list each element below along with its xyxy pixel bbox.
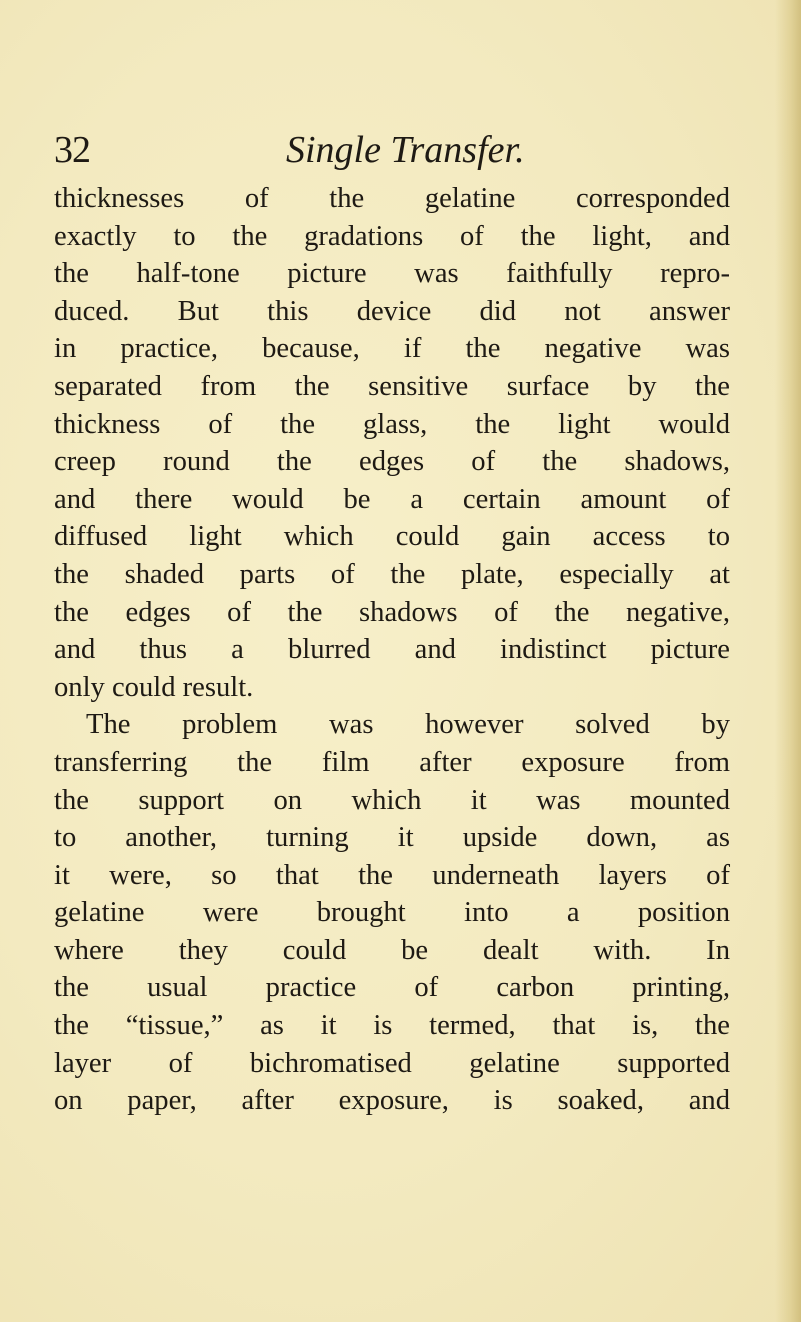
- text-line: duced. But this device did not answer: [54, 295, 730, 327]
- text-line: to another, turning it upside down, as: [54, 822, 730, 854]
- text-line: thickness of the glass, the light would: [54, 408, 730, 440]
- text-line: The problem was however solved by: [86, 709, 730, 741]
- page-edge-shadow: [775, 0, 801, 1322]
- text-line: only could result.: [54, 671, 254, 703]
- text-line: the support on which it was mounted: [54, 784, 730, 816]
- text-line: on paper, after exposure, is soaked, and: [54, 1085, 730, 1117]
- text-line: creep round the edges of the shadows,: [54, 446, 730, 478]
- text-line: layer of bichromatised gelatine supported: [54, 1047, 730, 1079]
- text-line: where they could be dealt with. In: [54, 934, 730, 966]
- text-line: in practice, because, if the negative was: [54, 333, 730, 365]
- text-line: diffused light which could gain access to: [54, 521, 730, 553]
- text-line: transferring the film after exposure from: [54, 746, 730, 778]
- text-line: gelatine were brought into a position: [54, 897, 730, 929]
- running-title: Single Transfer.: [286, 129, 525, 171]
- text-line: the shaded parts of the plate, especially at: [54, 558, 730, 590]
- text-line: separated from the sensitive surface by the: [54, 370, 730, 402]
- text-line: the “tissue,” as it is termed, that is, the: [54, 1010, 730, 1042]
- text-line: it were, so that the underneath layers of: [54, 859, 730, 891]
- page-header: [54, 126, 754, 174]
- text-line: the half-tone picture was faithfully repro-: [54, 258, 730, 290]
- text-line: the usual practice of carbon printing,: [54, 972, 730, 1004]
- text-line: thicknesses of the gelatine corresponded: [54, 183, 730, 214]
- page-number: 32: [54, 129, 90, 171]
- text-line: exactly to the gradations of the light, and: [54, 220, 730, 252]
- body-text: [54, 180, 730, 1120]
- text-line: and thus a blurred and indistinct picture: [54, 634, 730, 666]
- text-line: the edges of the shadows of the negative,: [54, 596, 730, 628]
- text-line: and there would be a certain amount of: [54, 483, 730, 515]
